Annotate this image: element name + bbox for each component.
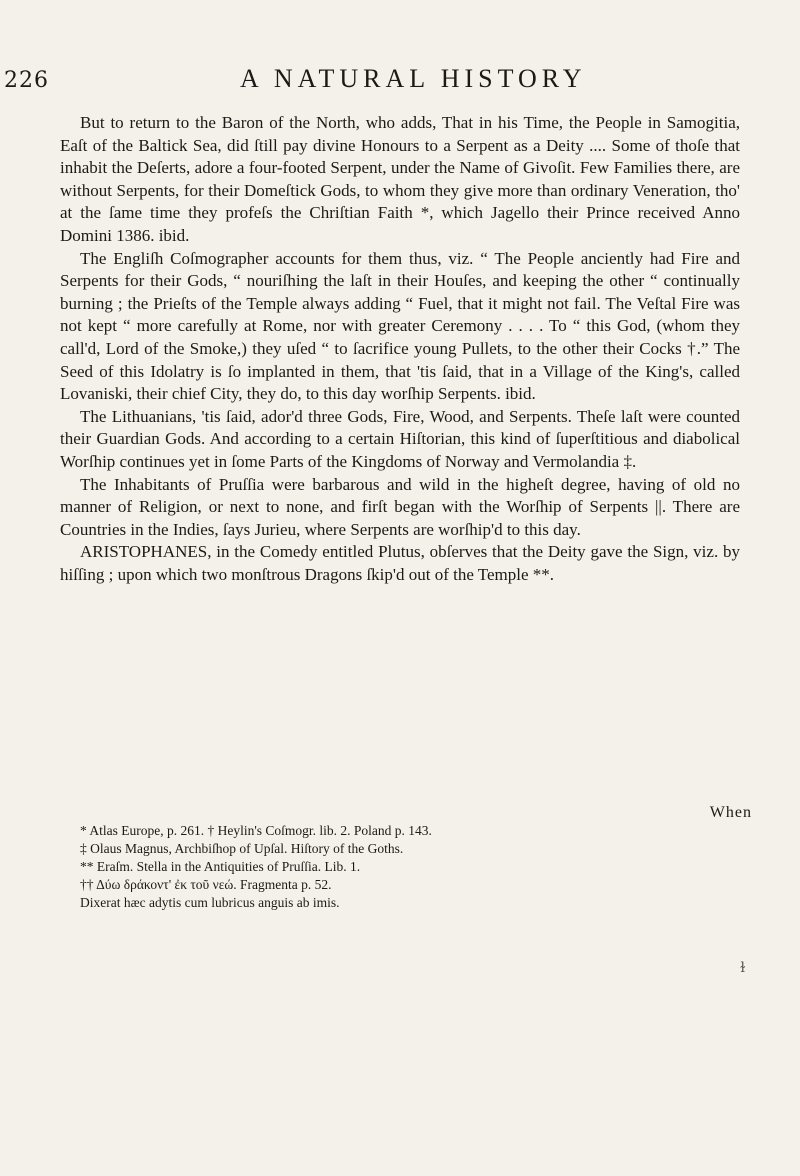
running-head: A NATURAL HISTORY (240, 64, 587, 93)
footnote: ** Eraſm. Stella in the Antiquities of Pruſſia. Lib. 1. (80, 859, 361, 874)
paragraph: The Lithuanians, 'tis ſaid, ador'd three Gods, Fire, Wood, and Serpents. Theſe laſt were counted their Guardian Gods. And according to a certain Hiſtorian, this kind of ſuperſtitious and diabolical Worſhip continues yet in ſome Parts of the Kingdoms of Norway and Vermolandia ‡. (60, 406, 740, 471)
catchword: When (709, 804, 752, 821)
paragraph: ARISTOPHANES, in the Comedy entitled Plutus, obſerves that the Deity gave the Sign, viz. by hiſſing ; upon which two monſtrous Dragons ſkip'd out of the Temple **. (60, 542, 740, 584)
footnote: * Atlas Europe, p. 261. † Heylin's Coſmogr. lib. 2. Poland p. 143. (80, 823, 432, 838)
page-number: 226 (4, 68, 49, 93)
paragraph: The Engliſh Coſmographer accounts for them thus, viz. “ The People anciently had Fire and Serpents for their Gods, “ nouriſhing the laſt in their Houſes, and keeping the other “ continually burning ; the Prieſts of the Temple always adding “ Fuel, that it might not fail. The Veſtal Fire was not kept “ more carefully at Rome, nor with greater Ceremony . . . . To “ this God, (whom they call'd, Lord of the Smoke,) they uſed “ to ſacrifice young Pullets, to the other their Cocks †.” The Seed of this Idolatry is ſo implanted in them, that 'tis ſaid, that in a Village of the King's, called Lovaniski, their chief City, they do, to this day worſhip Serpents. ibid. (60, 248, 740, 404)
footnote: †† Δύω δράκοντ' ἐκ τοῦ νεώ. Fragmenta p. 52. (80, 877, 332, 892)
paragraph: But to return to the Baron of the North, who adds, That in his Time, the People in Samogitia, Eaſt of the Baltick Sea, did ſtill pay divine Honours to a Serpent as a Deity .... Some of thoſe that inhabit the Deſerts, adore a four-footed Serpent, under the Name of Givoſit. Few Families there, are without Serpents, for their Domeſtick Gods, to whom they give more than ordinary Veneration, tho' at the ſame time they profeſs the Chriſtian Faith *, which Jagello their Prince received Anno Domini 1386. ibid. (60, 113, 740, 245)
paragraph: The Inhabitants of Pruſſia were barbarous and wild in the higheſt degree, having of old no manner of Religion, or next to none, and firſt began with the Worſhip of Serpents ||. There are Countries in the Indies, ſays Jurieu, where Serpents are worſhip'd to this day. (60, 474, 740, 539)
body-text (60, 112, 740, 586)
footnotes (60, 822, 740, 912)
footnote: ‡ Olaus Magnus, Archbiſhop of Upſal. Hiſtory of the Goths. (80, 841, 404, 856)
footnote: Dixerat hæc adytis cum lubricus anguis ab imis. (80, 895, 340, 910)
ornament-mark: ɫ (740, 960, 746, 976)
